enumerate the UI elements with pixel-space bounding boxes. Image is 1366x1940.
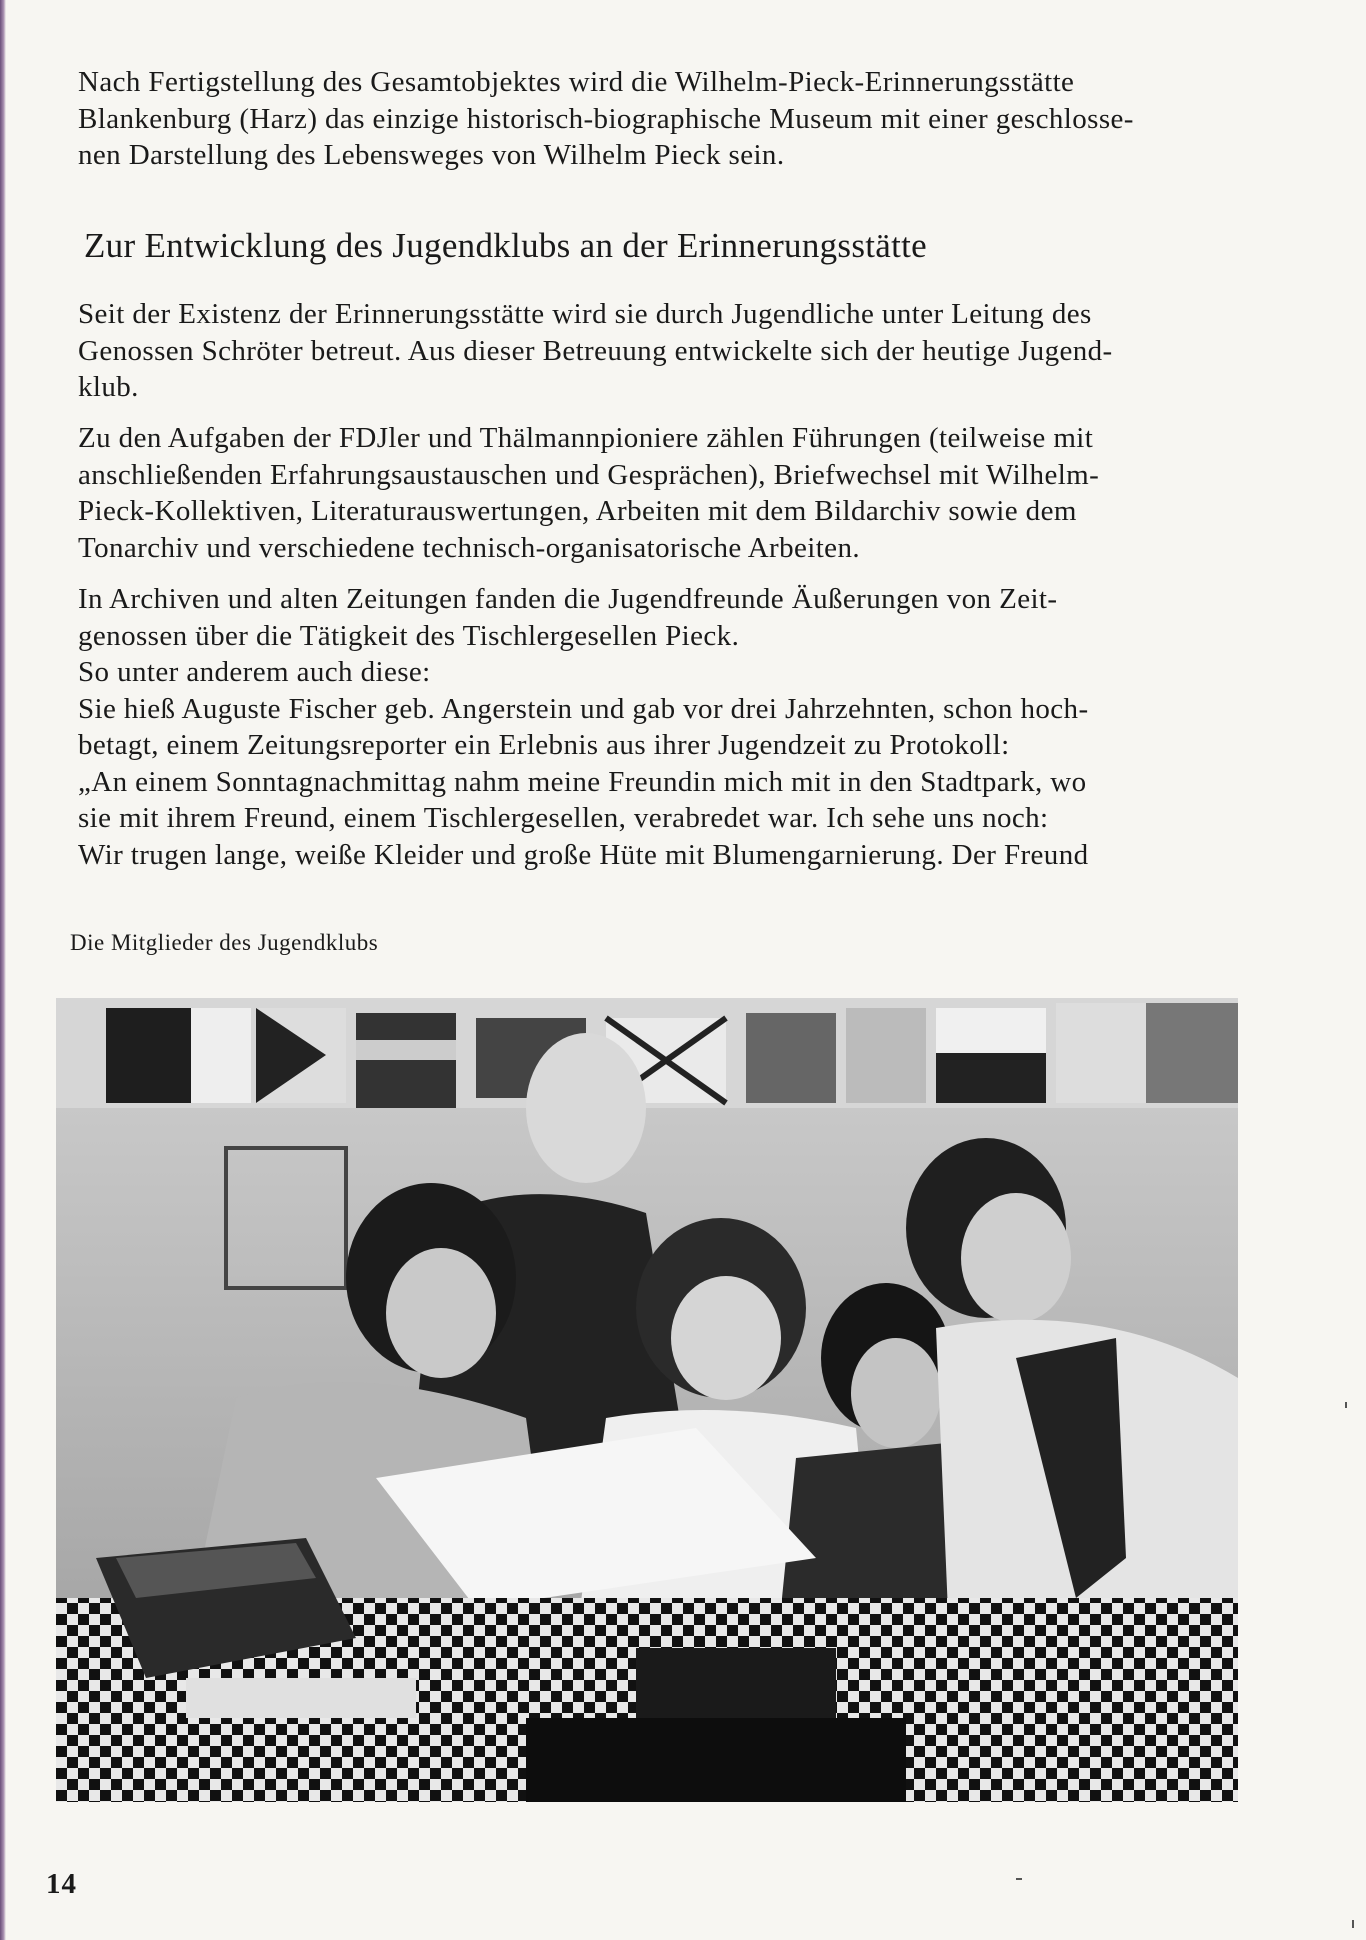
text-line: klub. [78,371,139,403]
scan-speck [1352,1920,1354,1928]
scan-speck [1345,1402,1347,1408]
text-line: Pieck-Kollektiven, Literaturauswertungen, Arbeiten mit dem Bildarchiv sowie dem [78,495,1077,527]
text-line: Blankenburg (Harz) das einzige historisch-biographische Museum mit einer geschlosse- [78,102,1134,135]
scan-speck [1016,1878,1022,1880]
text-line: „An einem Sonntagnachmittag nahm meine Freundin mich mit in den Stadtpark, wo [78,765,1087,798]
text-line: So unter anderem auch diese: [78,656,431,688]
text-line: genossen über die Tätigkeit des Tischlergesellen Pieck. [78,619,740,652]
section-heading: Zur Entwicklung des Jugendklubs an der Erinnerungsstätte [84,226,928,265]
text-line: Seit der Existenz der Erinnerungsstätte wird sie durch Jugendliche unter Leitung des [78,298,1092,330]
paragraph-existence [78,296,1242,406]
text-line: In Archiven und alten Zeitungen fanden die Jugendfreunde Äußerungen von Zeit- [78,583,1058,615]
text-line: Tonarchiv und verschiedene technisch-organisatorische Arbeiten. [78,531,861,564]
page-edge [0,0,6,1940]
paragraph-tasks [78,420,1242,566]
text-line: Genossen Schröter betreut. Aus dieser Betreuung entwickelte sich der heutige Jugend- [78,334,1113,367]
page-number: 14 [46,1868,77,1900]
paragraph-archives [78,581,1242,873]
photo-caption: Die Mitglieder des Jugendklubs [70,930,379,955]
text-line: Wir trugen lange, weiße Kleider und große Hüte mit Blumengarnierung. Der Freund [78,838,1089,871]
paragraph-intro [78,64,1242,174]
text-line: anschließenden Erfahrungsaustauschen und Gesprächen), Briefwechsel mit Wilhelm- [78,458,1100,491]
text-line: sie mit ihrem Freund, einem Tischlergesellen, verabredet war. Ich sehe uns noch: [78,802,1049,834]
text-line: Nach Fertigstellung des Gesamtobjektes wird die Wilhelm-Pieck-Erinnerungsstätte [78,66,1075,98]
group-photo [56,998,1238,1802]
text-line: nen Darstellung des Lebensweges von Wilhelm Pieck sein. [78,139,785,171]
text-line: Sie hieß Auguste Fischer geb. Angerstein und gab vor drei Jahrzehnten, schon hoch- [78,692,1089,725]
text-line: betagt, einem Zeitungsreporter ein Erlebnis aus ihrer Jugendzeit zu Protokoll: [78,729,1010,761]
text-line: Zu den Aufgaben der FDJler und Thälmannpioniere zählen Führungen (teilweise mit [78,422,1094,454]
